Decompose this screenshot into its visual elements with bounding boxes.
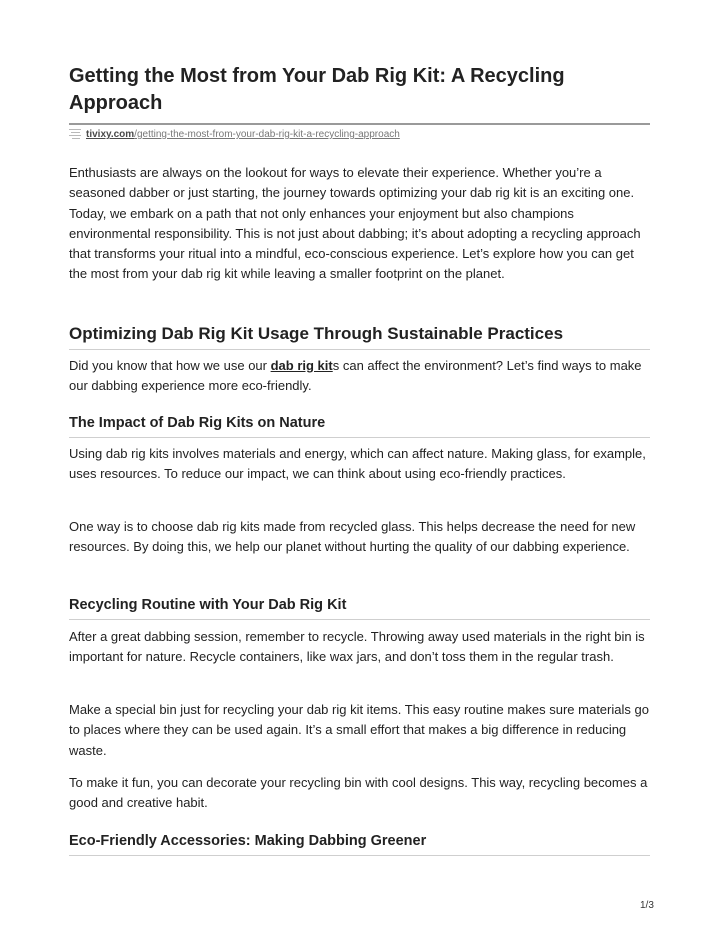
subsection-divider [69, 855, 650, 856]
impact-paragraph-2: One way is to choose dab rig kits made from recycled glass. This helps decrease the need for new resources. By doing this, we help our planet without hurting the quality of our dabbing experience. [69, 519, 636, 555]
source-link[interactable] [86, 128, 400, 142]
intro-paragraph: Enthusiasts are always on the lookout for ways to elevate their experience. Whether you’re a seasoned dabber or just starting, the journey towards optimizing your dab rig kit is an exciting one. Today, we embark on a path that not only enhances your enjoyment but also champions environmental responsibility. This is not just about dabbing; it’s about adopting a recycling approach that transforms your ritual into a mindful, eco-conscious experience. Let’s explore how you can get the most from your dab rig kit while leaving a smaller footprint on the planet. [69, 165, 641, 282]
impact-paragraph-1: Using dab rig kits involves materials and energy, which can affect nature. Making glass, for example, uses resources. To reduce our impact, we can think about using eco-friendly practices. [69, 446, 646, 482]
section-heading-accessories: Eco-Friendly Accessories: Making Dabbing Greener [69, 833, 427, 849]
subsection-divider [69, 437, 650, 438]
section-heading-optimizing: Optimizing Dab Rig Kit Usage Through Sustainable Practices [69, 324, 564, 343]
dab-rig-kit-link[interactable]: dab rig kit [270, 358, 333, 373]
recycling-paragraph-2: Make a special bin just for recycling your dab rig kit items. This easy routine makes sure materials go to places where they can be used again. It’s a small effort that makes a big difference in reducing waste. [69, 702, 649, 758]
section-heading-impact: The Impact of Dab Rig Kits on Nature [69, 415, 326, 431]
title-divider [69, 123, 650, 125]
section1-text-before: Did you know that how we use our [69, 358, 271, 373]
source-domain: tivixy.com [86, 129, 135, 140]
page-number: 1/3 [640, 900, 654, 911]
section-divider [69, 349, 650, 350]
section-heading-recycling: Recycling Routine with Your Dab Rig Kit [69, 597, 347, 613]
recycling-paragraph-3: To make it fun, you can decorate your recycling bin with cool designs. This way, recycling becomes a good and creative habit. [69, 775, 648, 811]
section1-paragraph [69, 356, 650, 397]
source-path: /getting-the-most-from-your-dab-rig-kit-a-recycling-approach [134, 129, 400, 140]
recycling-paragraph-1: After a great dabbing session, remember to recycle. Throwing away used materials in the right bin is important for nature. Recycle containers, like wax jars, and don’t toss them in the regular trash. [69, 629, 645, 665]
subsection-divider [69, 619, 650, 620]
article-title: Getting the Most from Your Dab Rig Kit: A Recycling Approach [69, 65, 565, 114]
site-favicon-icon [69, 128, 83, 140]
section1-text-after: s can affect the environment? Let’s find ways to make our dabbing experience more eco-friendly. [69, 358, 642, 394]
